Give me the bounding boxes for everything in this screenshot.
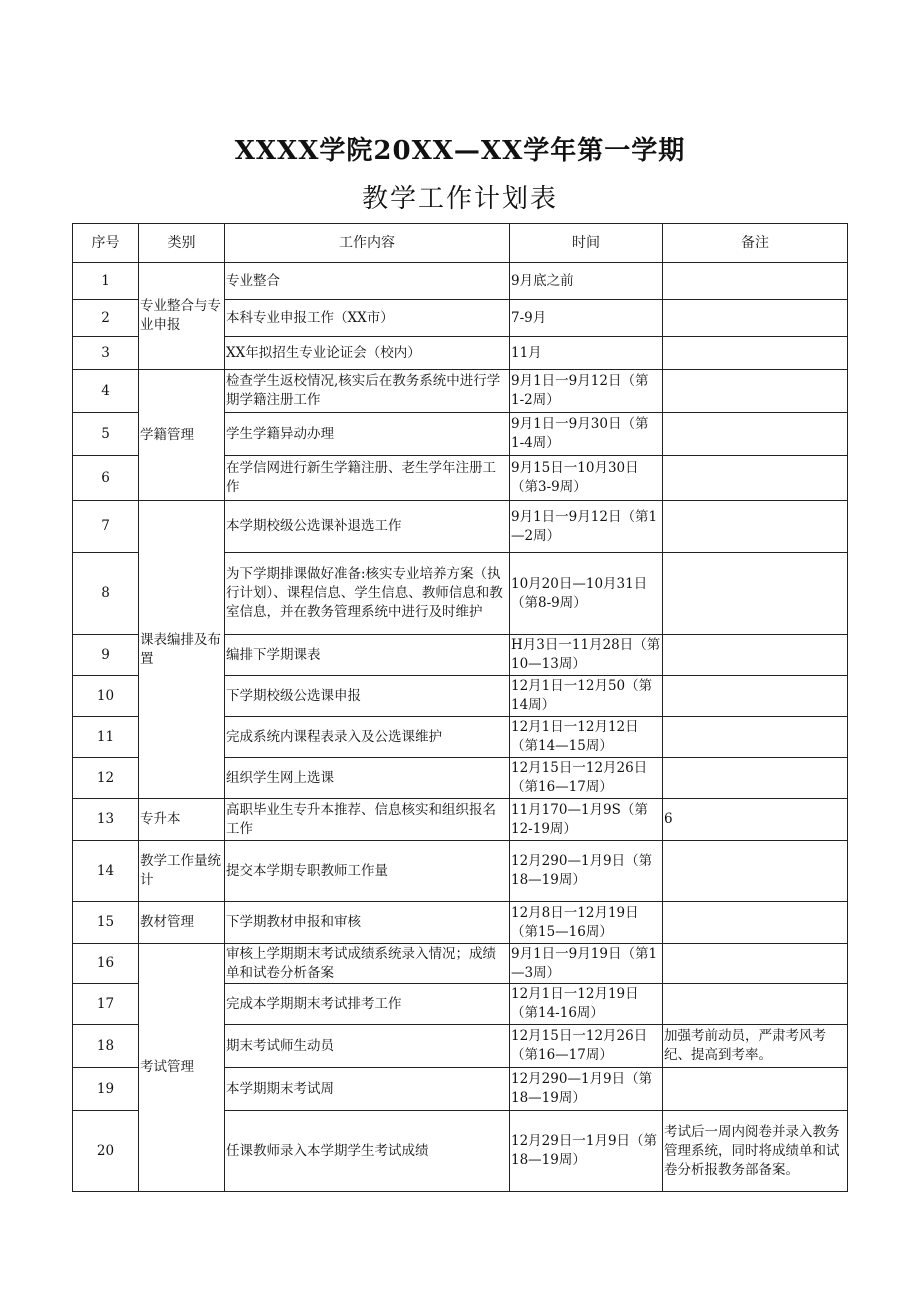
row-content: 学生学籍异动办理 bbox=[225, 413, 510, 456]
row-note bbox=[663, 553, 848, 635]
row-content: 在学信网进行新生学籍注册、老生学年注册工作 bbox=[225, 456, 510, 501]
row-content: 任课教师录入本学期学生考试成绩 bbox=[225, 1111, 510, 1192]
row-content: XX年拟招生专业论证会（校内） bbox=[225, 337, 510, 370]
row-number: 8 bbox=[73, 553, 139, 635]
row-number: 9 bbox=[73, 635, 139, 676]
row-content: 下学期校级公选课申报 bbox=[225, 676, 510, 717]
row-number: 18 bbox=[73, 1025, 139, 1068]
column-header-no: 序号 bbox=[73, 224, 139, 263]
row-category: 学籍管理 bbox=[139, 370, 225, 501]
row-number: 1 bbox=[73, 263, 139, 300]
row-note bbox=[663, 413, 848, 456]
row-content: 审核上学期期末考试成绩系统录入情况；成绩单和试卷分析备案 bbox=[225, 944, 510, 984]
row-number: 14 bbox=[73, 841, 139, 902]
row-note bbox=[663, 456, 848, 501]
row-content: 为下学期排课做好准备:核实专业培养方案（执行计划）、课程信息、学生信息、教师信息和教室信息，并在教务管理系统中进行及时维护 bbox=[225, 553, 510, 635]
row-note bbox=[663, 841, 848, 902]
row-category: 课表编排及布置 bbox=[139, 501, 225, 799]
table-row bbox=[73, 841, 848, 902]
column-header-note: 备注 bbox=[663, 224, 848, 263]
row-note bbox=[663, 370, 848, 413]
plan-table bbox=[72, 223, 848, 1192]
table-row bbox=[73, 944, 848, 984]
row-category: 教学工作量统计 bbox=[139, 841, 225, 902]
row-number: 15 bbox=[73, 902, 139, 944]
row-time: 9月15日一10月30日（第3-9周） bbox=[510, 456, 663, 501]
table-row bbox=[73, 902, 848, 944]
row-note: 考试后一周内阅卷并录入教务管理系统，同时将成绩单和试卷分析报教务部备案。 bbox=[663, 1111, 848, 1192]
row-time: 12月1日一12月19日（第14-16周） bbox=[510, 984, 663, 1025]
row-content: 完成系统内课程表录入及公选课维护 bbox=[225, 717, 510, 758]
row-content: 本学期期末考试周 bbox=[225, 1068, 510, 1111]
row-number: 2 bbox=[73, 300, 139, 337]
row-time: 12月1日一12月12日（第14—15周） bbox=[510, 717, 663, 758]
row-number: 11 bbox=[73, 717, 139, 758]
row-note: 加强考前动员，严肃考风考纪、提高到考率。 bbox=[663, 1025, 848, 1068]
row-time: 12月1日一12月50（第14周） bbox=[510, 676, 663, 717]
row-time: 12月15日一12月26日（第16—17周） bbox=[510, 1025, 663, 1068]
row-content: 期末考试师生动员 bbox=[225, 1025, 510, 1068]
row-time: 12月8日一12月19日（第15—16周） bbox=[510, 902, 663, 944]
row-content: 本科专业申报工作（XX市） bbox=[225, 300, 510, 337]
row-number: 5 bbox=[73, 413, 139, 456]
row-time: 9月1日一9月30日（第1-4周） bbox=[510, 413, 663, 456]
page-title: XXXX学院20XX—XX学年第一学期 bbox=[234, 136, 686, 166]
row-note bbox=[663, 902, 848, 944]
row-number: 10 bbox=[73, 676, 139, 717]
row-time: 12月29日一1月9日（第18—19周） bbox=[510, 1111, 663, 1192]
row-number: 7 bbox=[73, 501, 139, 553]
table-row bbox=[73, 501, 848, 553]
row-category: 考试管理 bbox=[139, 944, 225, 1192]
row-content: 提交本学期专职教师工作量 bbox=[225, 841, 510, 902]
row-note bbox=[663, 337, 848, 370]
row-note: 6 bbox=[663, 799, 848, 841]
row-content: 组织学生网上选课 bbox=[225, 758, 510, 799]
row-content: 本学期校级公选课补退选工作 bbox=[225, 501, 510, 553]
table-row bbox=[73, 799, 848, 841]
row-note bbox=[663, 1068, 848, 1111]
row-category: 教材管理 bbox=[139, 902, 225, 944]
row-time: 10月20日—10月31日（第8-9周） bbox=[510, 553, 663, 635]
row-number: 19 bbox=[73, 1068, 139, 1111]
table-header-row bbox=[73, 224, 848, 263]
row-category: 专业整合与专业申报 bbox=[139, 263, 225, 370]
row-time: 9月底之前 bbox=[510, 263, 663, 300]
page-subtitle: 教学工作计划表 bbox=[361, 184, 558, 214]
row-number: 3 bbox=[73, 337, 139, 370]
row-time: 11月170—1月9S（第12-19周） bbox=[510, 799, 663, 841]
column-header-content: 工作内容 bbox=[225, 224, 510, 263]
row-time: H月3日一11月28日（第10—13周） bbox=[510, 635, 663, 676]
row-note bbox=[663, 300, 848, 337]
row-time: 12月290—1月9日（第18—19周） bbox=[510, 1068, 663, 1111]
row-number: 20 bbox=[73, 1111, 139, 1192]
row-note bbox=[663, 984, 848, 1025]
row-content: 完成本学期期末考试排考工作 bbox=[225, 984, 510, 1025]
row-content: 检查学生返校情况,核实后在教务系统中进行学期学籍注册工作 bbox=[225, 370, 510, 413]
row-number: 17 bbox=[73, 984, 139, 1025]
row-time: 9月1日一9月19日（第1—3周） bbox=[510, 944, 663, 984]
row-note bbox=[663, 263, 848, 300]
row-time: 12月290—1月9日（第18—19周） bbox=[510, 841, 663, 902]
row-number: 6 bbox=[73, 456, 139, 501]
row-note bbox=[663, 635, 848, 676]
row-number: 4 bbox=[73, 370, 139, 413]
row-note bbox=[663, 717, 848, 758]
row-category: 专升本 bbox=[139, 799, 225, 841]
column-header-category: 类别 bbox=[139, 224, 225, 263]
row-number: 12 bbox=[73, 758, 139, 799]
row-time: 12月15日一12月26日（第16—17周） bbox=[510, 758, 663, 799]
row-note bbox=[663, 944, 848, 984]
row-time: 9月1日一9月12日（第1—2周） bbox=[510, 501, 663, 553]
row-content: 下学期教材申报和审核 bbox=[225, 902, 510, 944]
row-note bbox=[663, 676, 848, 717]
row-content: 编排下学期课表 bbox=[225, 635, 510, 676]
row-note bbox=[663, 758, 848, 799]
row-content: 专业整合 bbox=[225, 263, 510, 300]
column-header-time: 时间 bbox=[510, 224, 663, 263]
row-number: 16 bbox=[73, 944, 139, 984]
row-note bbox=[663, 501, 848, 553]
row-time: 9月1日一9月12日（第1-2周） bbox=[510, 370, 663, 413]
row-content: 高职毕业生专升本推荐、信息核实和组织报名工作 bbox=[225, 799, 510, 841]
row-time: 7-9月 bbox=[510, 300, 663, 337]
row-time: 11月 bbox=[510, 337, 663, 370]
table-row bbox=[73, 263, 848, 300]
table-row bbox=[73, 370, 848, 413]
row-number: 13 bbox=[73, 799, 139, 841]
